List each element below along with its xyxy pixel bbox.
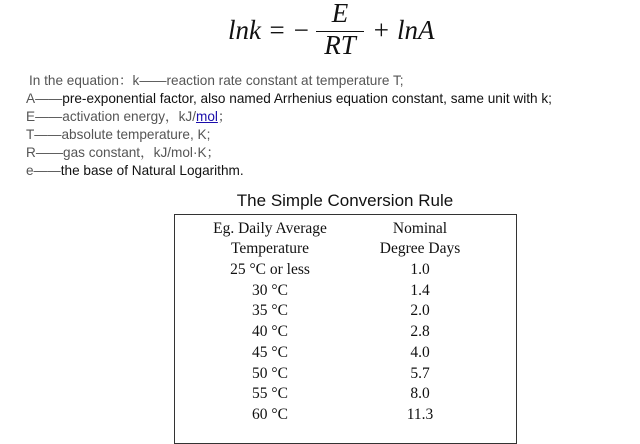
definition-a bbox=[26, 90, 636, 108]
formula-rhs: + lnA bbox=[372, 15, 435, 45]
cell-temperature: 60 °C bbox=[252, 405, 288, 423]
cell-degree-days: 1.0 bbox=[410, 261, 430, 278]
arrhenius-formula bbox=[228, 0, 435, 60]
cell-degree-days: 4.0 bbox=[410, 343, 430, 361]
definition-e bbox=[26, 108, 636, 126]
cell-degree-days: 2.8 bbox=[410, 323, 430, 341]
header-temperature-line1: Eg. Daily Average bbox=[213, 220, 327, 237]
table-row bbox=[175, 343, 516, 364]
cell-degree-days: 11.3 bbox=[406, 405, 434, 423]
definition-intro: In the equation：k——reaction rate constant at temperature T; bbox=[29, 73, 404, 88]
cell-temperature: 50 °C bbox=[252, 364, 288, 382]
definition-t: T——absolute temperature, K; bbox=[26, 126, 211, 142]
cell-degree-days: 1.4 bbox=[410, 281, 430, 299]
table-row bbox=[175, 364, 516, 385]
table-row bbox=[175, 260, 516, 281]
cell-temperature: 45 °C bbox=[252, 343, 288, 361]
definition-e-base bbox=[26, 162, 636, 180]
header-degree-days-line2: Degree Days bbox=[379, 240, 461, 257]
formula-numerator: E bbox=[331, 0, 349, 28]
header-temperature bbox=[185, 219, 355, 259]
table-row bbox=[175, 405, 516, 426]
table-row bbox=[175, 322, 516, 343]
mol-link[interactable]: mol bbox=[196, 108, 218, 124]
definition-a-text: pre-exponential factor, also named Arrhenius equation constant, same unit with k; bbox=[62, 90, 552, 106]
definition-a-symbol: A—— bbox=[26, 90, 63, 106]
formula-lhs: lnk = bbox=[228, 15, 286, 45]
definition-e-symbol: E—— bbox=[26, 108, 63, 124]
definition-e-base-text: the base of Natural Logarithm. bbox=[60, 162, 244, 178]
formula-denominator: RT bbox=[324, 30, 356, 60]
conversion-table bbox=[174, 214, 517, 444]
table-row bbox=[175, 384, 516, 405]
table-row bbox=[175, 281, 516, 302]
formula-minus: − bbox=[292, 15, 311, 45]
header-degree-days-line1: Nominal bbox=[392, 220, 448, 237]
definition-e-text: activation energy，kJ/ bbox=[62, 108, 196, 124]
header-degree-days bbox=[360, 219, 480, 259]
cell-temperature: 30 °C bbox=[252, 281, 288, 299]
definition-e-tail: ； bbox=[217, 108, 232, 124]
table-title: The Simple Conversion Rule bbox=[236, 191, 454, 210]
cell-temperature: 55 °C bbox=[252, 385, 288, 403]
definition-r: R——gas constant，kJ/mol·K； bbox=[26, 144, 221, 160]
cell-degree-days: 2.0 bbox=[410, 302, 430, 320]
cell-degree-days: 5.7 bbox=[410, 364, 430, 382]
variable-definitions bbox=[26, 72, 636, 179]
definition-e-base-symbol: e—— bbox=[26, 162, 61, 178]
table-row bbox=[175, 301, 516, 322]
cell-temperature: 40 °C bbox=[252, 323, 288, 341]
cell-degree-days: 8.0 bbox=[410, 385, 430, 403]
cell-temperature: 35 °C bbox=[252, 302, 288, 320]
header-temperature-line2: Temperature bbox=[230, 240, 310, 257]
cell-temperature: 25 °C or less bbox=[230, 261, 310, 278]
